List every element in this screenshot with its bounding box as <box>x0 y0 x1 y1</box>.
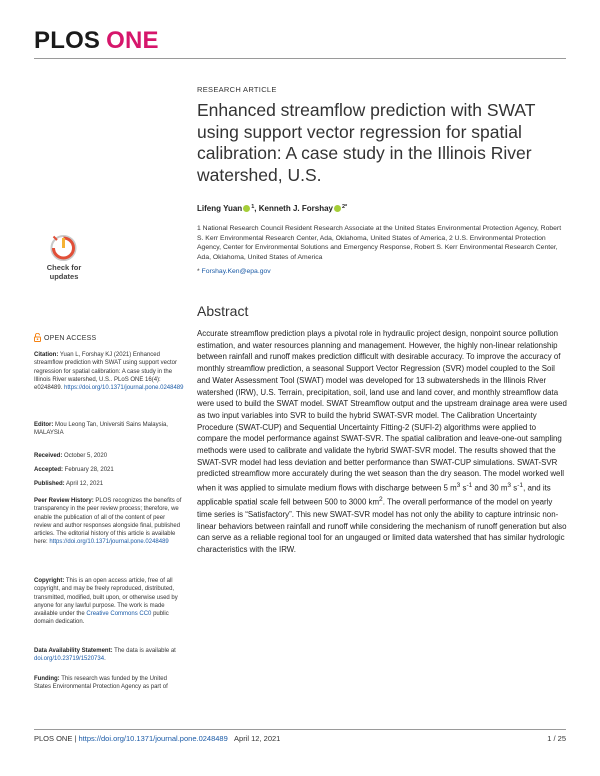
page-footer <box>34 734 280 743</box>
abstract-paragraph <box>197 328 567 556</box>
copyright-block <box>34 577 184 627</box>
orcid-icon[interactable] <box>243 205 250 212</box>
superscript: 3 <box>456 482 461 490</box>
check-label-line1: Check for <box>46 263 82 272</box>
data-availability-block <box>34 647 184 664</box>
received-block <box>34 452 184 460</box>
accepted-date: February 28, 2021 <box>63 467 114 473</box>
footer-journal: PLOS ONE <box>34 734 73 743</box>
peer-review-block <box>34 497 184 547</box>
abstract-text: . The overall performance of the model on yearly time series is “Satisfactory”. This new SWAT-SVR model has not only the ability to capture intrinsic non-linear behaviors between rainfall and runoff while considering the mechanism of runoff generation but also can serve as a reliable regional tool for an ungauged or limited data watershed that has similar hydrologic characteristics with the IRW. <box>197 498 567 554</box>
citation-text: Yuan L, Forshay KJ (2021) Enhanced streamflow prediction with SWAT using support vector regression for spatial calibration: A case study in the Illinois River watershed, U.S.. PLoS ONE 16(4): e0248489. <box>34 352 177 392</box>
author-name[interactable]: Lifeng Yuan <box>197 204 243 213</box>
published-label: Published: <box>34 481 65 487</box>
footer-date: April 12, 2021 <box>234 734 281 743</box>
citation-doi-link[interactable]: https://doi.org/10.1371/journal.pone.0248489 <box>64 385 184 392</box>
check-label-line2: updates <box>49 271 79 281</box>
data-availability-text: The data is available at <box>112 648 176 654</box>
received-date: October 5, 2020 <box>62 453 108 459</box>
superscript: -1 <box>466 482 473 490</box>
data-availability-tail: . <box>104 656 106 663</box>
peer-review-link[interactable]: https://doi.org/10.1371/journal.pone.0248489 <box>49 539 169 546</box>
editor-text: Mou Leong Tan, Universiti Sains Malaysia, MALAYSIA <box>34 422 168 437</box>
abstract-text: s <box>511 483 518 493</box>
superscript: 3 <box>507 482 512 490</box>
page-number: 1 / 25 <box>547 734 566 743</box>
correspondence-marker: * <box>197 268 202 275</box>
abstract-text: and 30 m <box>472 483 508 493</box>
editor-block <box>34 421 184 438</box>
accepted-label: Accepted: <box>34 467 64 473</box>
orcid-icon[interactable] <box>334 205 341 212</box>
open-access-label: OPEN ACCESS <box>44 335 97 342</box>
journal-logo[interactable] <box>34 27 159 55</box>
logo-one: ONE <box>106 27 159 54</box>
peer-review-text: PLOS recognizes the benefits of transparency in the peer review process; therefore, we enable the publication of all of the content of peer review and author responses alongside final, published articles. The editorial history of this article is available here: <box>34 498 182 546</box>
open-access-badge <box>34 333 96 342</box>
peer-review-label: Peer Review History: <box>34 498 94 504</box>
data-availability-label: Data Availability Statement: <box>34 648 113 654</box>
check-for-updates-label[interactable] <box>38 264 90 281</box>
funding-block <box>34 675 184 692</box>
author-name[interactable]: Kenneth J. Forshay <box>258 204 333 213</box>
open-lock-icon <box>34 333 41 342</box>
superscript: -1 <box>517 482 524 490</box>
received-label: Received: <box>34 453 63 459</box>
author-affil-marker: 2* <box>341 204 348 210</box>
published-block <box>34 480 184 488</box>
published-date: April 12, 2021 <box>64 481 104 487</box>
copyright-label: Copyright: <box>34 578 65 584</box>
abstract-text: s <box>460 483 467 493</box>
superscript: 2 <box>379 496 383 504</box>
author-affil-marker: 1 <box>251 204 255 210</box>
logo-plos: PLOS <box>34 27 101 54</box>
data-doi-link[interactable]: doi.org/10.23719/1520734 <box>34 656 105 663</box>
affiliations: 1 National Research Council Resident Research Associate at the United States Environmental Protection Agency, Robert S. Kerr Environmental Research Center, Ada, Oklahoma, United States of America, 2 U.S. Environmental Protection Agency, Center for Environmental Solutions and Emergency Response, Robert S. Kerr Environmental Research Center, Ada, Oklahoma, United States of America <box>197 225 562 261</box>
footer-doi-link[interactable]: https://doi.org/10.1371/journal.pone.0248489 <box>78 734 228 743</box>
editor-label: Editor: <box>34 422 54 428</box>
correspondence <box>197 268 271 275</box>
abstract-text: , and its applicable spatial scale fell between 500 to 3000 km <box>197 483 551 508</box>
footer-divider <box>34 729 566 730</box>
citation-block <box>34 351 184 392</box>
funding-label: Funding: <box>34 676 60 682</box>
article-type: RESEARCH ARTICLE <box>197 85 277 94</box>
footer-separator: | <box>72 734 79 743</box>
header-divider <box>34 58 566 59</box>
citation-label: Citation: <box>34 352 59 358</box>
copyright-tail: public domain dedication. <box>34 611 169 626</box>
article-title: Enhanced streamflow prediction with SWAT using support vector regression for spatial calibration: A case study in the Illinois River watershed, U.S. <box>197 100 536 185</box>
author-separator: , <box>254 204 257 213</box>
accepted-block <box>34 466 184 474</box>
abstract-heading: Abstract <box>197 303 249 319</box>
abstract-text: Accurate streamflow prediction plays a pivotal role in hydraulic project design, nonpoint source pollution estimation, and water resources planning and management. However, the highly non-linear relationship between rainfall and runoff makes prediction difficult with desirable accuracy. To improve the accuracy of monthly streamflow prediction, a seasonal Support Vector Regression (SVR) model coupled to the Soil and Water Assessment Tool (SWAT) model was developed for 13 subwatersheds in the Illinois River watershed (IRW), U.S. Terrain, precipitation, soil, land use and land cover, and monthly streamflow data were used to build the SWAT model. SWAT Streamflow output and the upstream drainage area were used as two input variables into SVR to build the hybrid SWAT-SVR model. The Calibration Uncertainty Procedure (SWAT-CUP) and Sequential Uncertainty Fitting-2 (SUFI-2) algorithms were applied to compare the model performance against SWAT-SVR. The spatial calibration and leave-one-out sampling methods were used to calibrate and validate the hybrid SWAT-SVR model. The results showed that the SWAT-SVR model had less deviation and better performance than SWAT-CUP simulations. SWAT-SVR predicted streamflow more accurately during the wet season than the dry season. The model worked well when it was applied to simulate medium flows with discharge between 5 m <box>197 329 567 493</box>
author-list <box>197 204 347 213</box>
funding-text: This research was funded by the United States Environmental Protection Agency as part of <box>34 676 168 691</box>
copyright-text: This is an open access article, free of all copyright, and may be freely reproduced, distributed, transmitted, modified, built upon, or otherwise used by anyone for any lawful purpose. The work is made available under the <box>34 578 178 618</box>
cc0-link[interactable]: Creative Commons CC0 <box>86 611 152 618</box>
correspondence-email-link[interactable]: Forshay.Ken@epa.gov <box>201 268 271 275</box>
abstract-body <box>197 328 567 556</box>
